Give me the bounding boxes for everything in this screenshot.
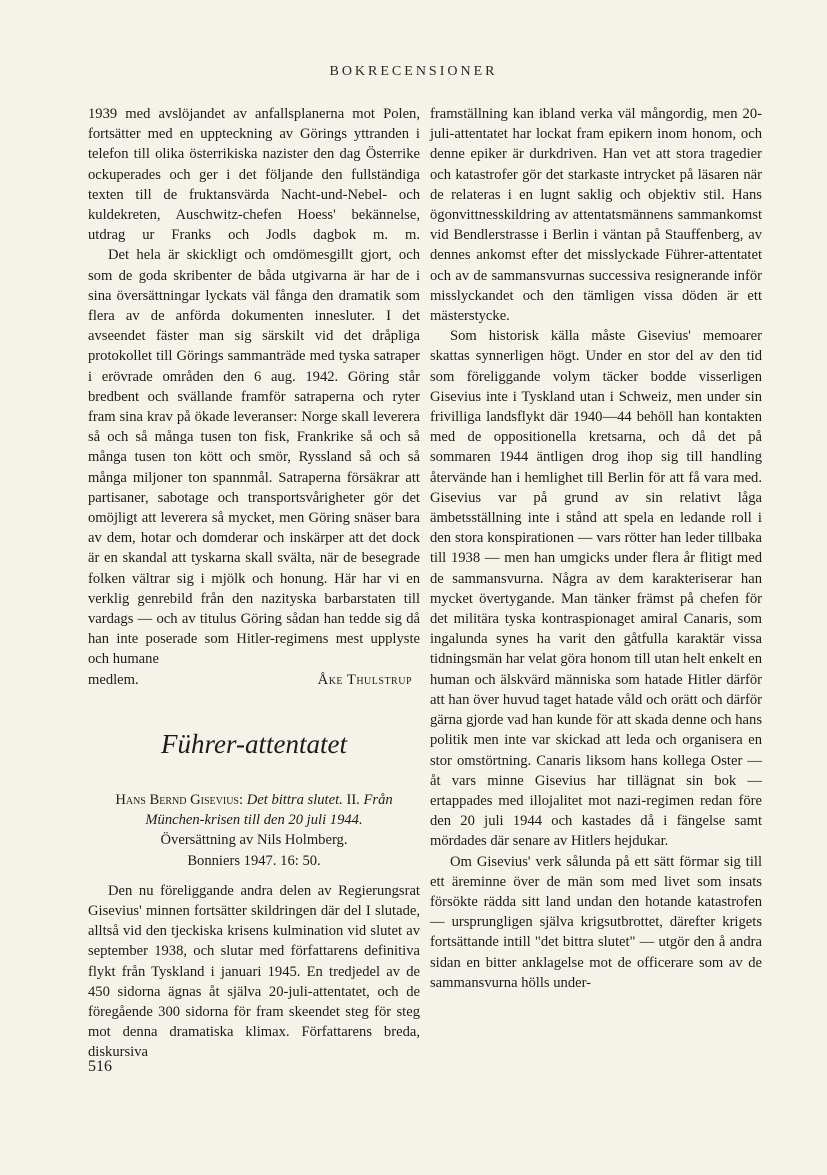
paragraph: Den nu föreliggande andra delen av Regierungsrat Gisevius' minnen fortsätter skildringen där del I slutade, alltså vid den tjeckiska krisens kulmination vid slutet av september 1938, och slutar med författarens definitiva flykt från Tyskland i januari 1945. En tredjedel av de 450 sidorna ägnas åt själva 20-juli-attentatet, och de föregående 300 sidorna för fram skeendet steg för steg mot denna dramatiska klimax. Författarens breda, diskursiva (88, 882, 420, 1061)
paragraph: Det hela är skickligt och omdömesgillt gjort, och som de goda skribenter de båda utgivarna är har de i sina översättningar lyckats väl fånga den dramatik som flera av de anförda dokumenten innesluter. I det avseendet fäster man sig särskilt vid det dråpliga protokollet till Görings sammanträde med tyska satraper i erövrade områden den 6 aug. 1942. Göring står bredbent och svällande framför satraperna och ryter fram sina krav på ökade leveranser: Norge skall leverera så och så många tusen ton fisk, Frankrike så och så många tusen ton kött och smör, Ryssland så och så många miljoner ton spannmål. Satraperna försäkrar att partisaner, sabotage och transportsvårigheter gör det omöjligt att leverera så mycket, men Göring snäser bara av dem, hotar och domderar och inskärper att det dock är en skandal att tyskarna skall svälta, när de besegrade folken vältrar sig i mjölk och honung. Här har vi en verklig genrebild från den nazityska barbarstaten till vardags — och av titulus Göring sådan han tedde sig då han inte poserade som Hitler-regimens mest upplyste och humane (88, 247, 420, 668)
page-number: 516 (88, 1058, 112, 1075)
paragraph: framställning kan ibland verka väl mångordig, men 20-juli-attentatet har lockat fram epikern inom honom, och denne epiker är durkdriven. Han vet att stora tragedier och katastrofer gör det starkaste intrycket på läsaren när de relateras i en lugnt saklig och objektiv stil. Hans ögonvittnesskildring av attentatsmännens sammankomst vid Bendlerstrasse i Berlin i väntan på Stauffenberg, av dennes ankomst efter det misslyckade Führer-attentatet och av de sammansvurnas successiva resignerande inför misslyckandet och den tämligen vissa döden är ett mästerstycke. (430, 106, 762, 325)
book-translator: Översättning av Nils Holmberg. (160, 832, 348, 849)
paragraph: 1939 med avslöjandet av anfallsplanerna mot Polen, fortsätter med en uppteckning av Görings yttranden i telefon till olika österrikiska nazister den dag Österrike ockuperades och ger i det följande den fullständiga texten till de fruktansvärda Nacht-und-Nebel- och kuldekreten, Auschwitz-chefen Hoess' bekännelse, utdrag ur Franks och Jodls dagbok m. m. (88, 106, 420, 244)
running-header: BOKRECENSIONER (329, 64, 498, 79)
book-title: Det bittra slutet. (246, 791, 343, 808)
bibliography (94, 790, 414, 871)
book-publisher: Bonniers 1947. 16: 50. (187, 852, 321, 869)
paragraph: Om Gisevius' verk sålunda på ett sätt förmar sig till ett äreminne över de män som med livet som insats försökte rädda sitt land undan den hotande katastrofen — ursprungligen själva krigsutbrottet, därefter krigets fortsättande intill "det bittra slutet" — utgör den å andra sidan en bitter anklagelse mot de officerare som av de sammansvurna hölls under- (430, 853, 762, 991)
paragraph: Som historisk källa måste Gisevius' memoarer skattas synnerligen högt. Under en stor del av den tid som föreliggande volym täcker bodde visserligen Gisevius inte i Tyskland utan i Schweiz, men under sin frivilliga landsflykt där 1940—44 behöll han kontakten med de oppositionella kretsarna, och då det på sommaren 1944 äntligen drog ihop sig till handling återvände han i hemlighet till Berlin för att få vara med. Gisevius var på grund av sin relativt låga ämbetsställning inte i stånd att spela en ledande roll i den stora konspirationen — vars rötter han leder tillbaka till 1938 — men han umgicks under flera år flitigt med de sammansvurna. Några av dem karakteriserar han mycket övertygande. Man tänker främst på chefen för det militära tyska kontraspionaget amiral Canaris, som ingalunda synes ha varit den gåtfulla karaktär vissa tidningsmän har velat göra honom till utan helt enkelt en human och älskvärd människa som hatade Hitler därför att han över huvud taget hatade våld och orätt och därför gärna gjorde vad han kunde för att skada denne och hans politik men inte var skickad att leda och organisera en stor omstörtning. Canaris liksom hans kollega Oster — åt vars minne Gisevius har tillägnat sin bok — ertappades med illojalitet mot nazi-regimen redan före den 20 juli 1944 och kastades då i fängelse samt mördades där senare av Hitlers hejdukar. (430, 328, 762, 850)
book-subtitle: Från München-krisen till den 20 juli 1944. (145, 791, 393, 829)
book-part: II. (346, 791, 360, 808)
book-author: Hans Bernd Gisevius: (115, 791, 244, 808)
signature-line (88, 670, 420, 690)
left-column (88, 104, 420, 1063)
paragraph-end: medlem. (88, 671, 139, 688)
section-title: Führer-attentatet (161, 728, 347, 759)
reviewer-signature: Åke Thulstrup (317, 671, 412, 688)
right-column (430, 104, 762, 993)
